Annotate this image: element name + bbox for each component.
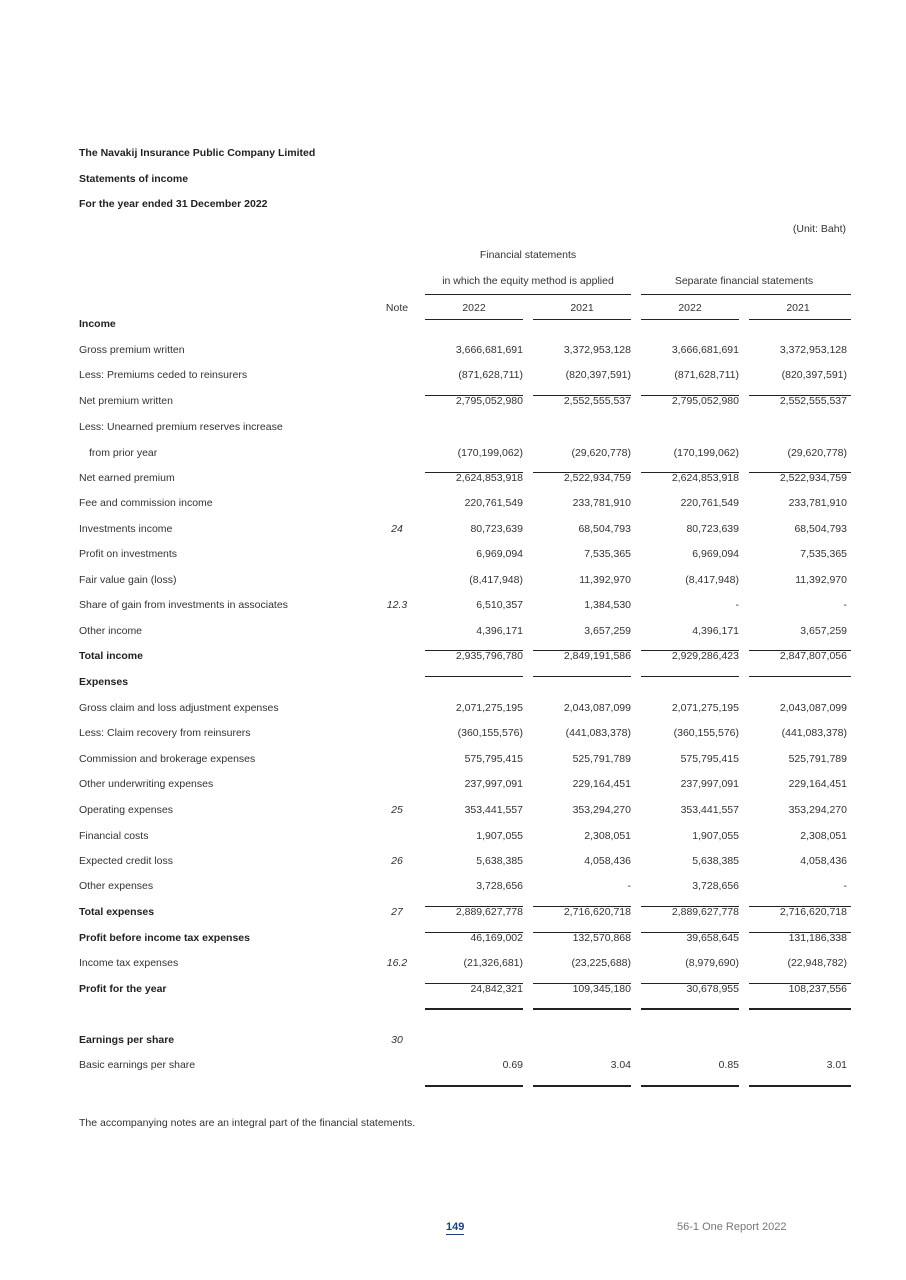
total-rule <box>533 906 631 907</box>
total-rule <box>641 906 739 907</box>
row-value: 1,384,530 <box>584 599 631 611</box>
table-row <box>0 342 906 358</box>
row-label: Gross premium written <box>79 344 185 356</box>
row-value: (871,628,711) <box>674 369 739 381</box>
row-value: 237,997,091 <box>464 778 523 790</box>
table-row <box>0 521 906 537</box>
group-header-equity-line1: Financial statements <box>479 249 577 261</box>
row-value: 24,842,321 <box>470 983 523 995</box>
report-title: 56-1 One Report 2022 <box>677 1221 787 1233</box>
row-value: 2,552,555,537 <box>779 395 847 407</box>
group-rule-equity <box>425 294 631 295</box>
row-value: (29,620,778) <box>787 447 847 459</box>
row-value: 11,392,970 <box>579 574 631 586</box>
double-underline-rule <box>641 1008 739 1010</box>
subtotal-rule <box>533 395 631 396</box>
row-label: Gross claim and loss adjustment expenses <box>79 702 279 714</box>
row-value: 0.69 <box>502 1059 523 1071</box>
row-value: 353,294,270 <box>788 804 847 816</box>
row-value: 220,761,549 <box>680 497 739 509</box>
column-header-year: 2021 <box>786 302 810 314</box>
row-value: 2,552,555,537 <box>563 395 631 407</box>
column-header-rule <box>533 319 631 320</box>
row-value: 3,728,656 <box>476 880 523 892</box>
table-row <box>0 1032 906 1048</box>
row-value: (22,948,782) <box>787 957 847 969</box>
row-label: Operating expenses <box>79 804 173 816</box>
footnote: The accompanying notes are an integral part of the financial statements. <box>79 1117 416 1129</box>
row-value: 3,372,953,128 <box>563 344 631 356</box>
row-value: 575,795,415 <box>680 753 739 765</box>
row-value: - <box>735 599 739 611</box>
row-value: 3,657,259 <box>584 625 631 637</box>
row-value: 131,186,338 <box>788 932 847 944</box>
row-value: 109,345,180 <box>572 983 631 995</box>
row-value: 575,795,415 <box>464 753 523 765</box>
subtotal-rule <box>425 472 523 473</box>
row-label: Total expenses <box>79 906 155 918</box>
table-row <box>0 853 906 869</box>
row-value: (441,083,378) <box>565 727 631 739</box>
column-header-rule <box>425 319 523 320</box>
table-row <box>0 751 906 767</box>
page-number: 149 <box>446 1221 465 1233</box>
row-value: 3.01 <box>826 1059 847 1071</box>
row-value: 68,504,793 <box>578 523 631 535</box>
row-value: 1,907,055 <box>476 830 523 842</box>
row-label: Expenses <box>79 676 129 688</box>
statement-period: For the year ended 31 December 2022 <box>79 198 268 210</box>
row-label: Investments income <box>79 523 173 535</box>
row-value: 7,535,365 <box>800 548 847 560</box>
row-value: 5,638,385 <box>692 855 739 867</box>
row-value: 2,716,620,718 <box>779 906 847 918</box>
row-value: 2,847,807,056 <box>779 650 847 662</box>
row-value: 4,058,436 <box>800 855 847 867</box>
row-value: 4,058,436 <box>584 855 631 867</box>
row-value: 80,723,639 <box>686 523 739 535</box>
row-value: 229,164,451 <box>788 778 847 790</box>
table-row <box>0 367 906 383</box>
column-header-year: 2021 <box>570 302 594 314</box>
total-rule <box>749 676 851 677</box>
row-label: Fee and commission income <box>79 497 213 509</box>
row-value: 233,781,910 <box>572 497 631 509</box>
group-rule-separate <box>641 294 851 295</box>
row-note: 16.2 <box>386 957 408 969</box>
total-rule <box>425 983 523 984</box>
row-value: (820,397,591) <box>781 369 847 381</box>
row-value: (8,979,690) <box>685 957 739 969</box>
row-value: 3,728,656 <box>692 880 739 892</box>
row-value: (170,199,062) <box>457 447 523 459</box>
row-value: 2,522,934,759 <box>563 472 631 484</box>
row-value: (8,417,948) <box>685 574 739 586</box>
row-value: 0.85 <box>718 1059 739 1071</box>
subtotal-rule <box>533 472 631 473</box>
row-label: Other income <box>79 625 143 637</box>
row-value: 2,716,620,718 <box>563 906 631 918</box>
row-value: 108,237,556 <box>788 983 847 995</box>
row-note: 27 <box>391 906 403 918</box>
double-underline-rule <box>533 1085 631 1087</box>
total-rule <box>749 932 851 933</box>
table-row <box>0 776 906 792</box>
row-value: 3,372,953,128 <box>779 344 847 356</box>
table-row <box>0 1057 906 1073</box>
row-value: 2,624,853,918 <box>455 472 523 484</box>
row-value: 2,795,052,980 <box>671 395 739 407</box>
row-label: Other underwriting expenses <box>79 778 214 790</box>
row-value: 2,308,051 <box>584 830 631 842</box>
total-rule <box>749 650 851 651</box>
subtotal-rule <box>641 472 739 473</box>
subtotal-rule <box>749 472 851 473</box>
table-row <box>0 546 906 562</box>
subtotal-rule <box>641 395 739 396</box>
unit-label: (Unit: Baht) <box>792 223 846 235</box>
row-value: 7,535,365 <box>584 548 631 560</box>
row-value: 2,929,286,423 <box>671 650 739 662</box>
row-label: Less: Premiums ceded to reinsurers <box>79 369 248 381</box>
column-header-year: 2022 <box>678 302 702 314</box>
row-value: 2,308,051 <box>800 830 847 842</box>
row-value: 3,657,259 <box>800 625 847 637</box>
table-row <box>0 572 906 588</box>
row-value: 3.04 <box>610 1059 631 1071</box>
row-label: Fair value gain (loss) <box>79 574 177 586</box>
row-value: 2,522,934,759 <box>779 472 847 484</box>
row-label: Profit for the year <box>79 983 167 995</box>
statement-title: Statements of income <box>79 173 189 185</box>
row-value: 2,849,191,586 <box>563 650 631 662</box>
double-underline-rule <box>749 1008 851 1010</box>
total-rule <box>533 650 631 651</box>
row-value: 353,441,557 <box>464 804 523 816</box>
row-value: (8,417,948) <box>469 574 523 586</box>
table-row <box>0 828 906 844</box>
group-header-equity-line2: in which the equity method is applied <box>442 275 614 287</box>
total-rule <box>641 650 739 651</box>
row-value: 5,638,385 <box>476 855 523 867</box>
table-row <box>0 419 906 435</box>
table-row <box>0 955 906 971</box>
row-value: 39,658,645 <box>686 932 739 944</box>
row-label: Other expenses <box>79 880 154 892</box>
row-value: 525,791,789 <box>572 753 631 765</box>
row-value: (441,083,378) <box>781 727 847 739</box>
row-value: 2,889,627,778 <box>671 906 739 918</box>
total-rule <box>533 932 631 933</box>
total-rule <box>641 676 739 677</box>
row-value: 80,723,639 <box>470 523 523 535</box>
row-value: 2,795,052,980 <box>455 395 523 407</box>
total-rule <box>533 983 631 984</box>
row-value: 3,666,681,691 <box>671 344 739 356</box>
total-rule <box>641 983 739 984</box>
row-value: - <box>843 599 847 611</box>
group-header-separate: Separate financial statements <box>674 275 814 287</box>
row-value: 2,889,627,778 <box>455 906 523 918</box>
row-value: - <box>627 880 631 892</box>
double-underline-rule <box>425 1085 523 1087</box>
table-row <box>0 878 906 894</box>
row-value: 132,570,868 <box>572 932 631 944</box>
total-rule <box>749 983 851 984</box>
row-value: 4,396,171 <box>692 625 739 637</box>
row-value: 46,169,002 <box>470 932 523 944</box>
row-label: Profit before income tax expenses <box>79 932 250 944</box>
row-value: 2,071,275,195 <box>671 702 739 714</box>
row-value: - <box>843 880 847 892</box>
column-header-note: Note <box>385 302 409 314</box>
total-rule <box>641 932 739 933</box>
row-value: (170,199,062) <box>673 447 739 459</box>
row-label: Commission and brokerage expenses <box>79 753 256 765</box>
company-name: The Navakij Insurance Public Company Limited <box>79 147 316 159</box>
row-value: 6,969,094 <box>476 548 523 560</box>
column-header-year: 2022 <box>462 302 486 314</box>
row-label: Income <box>79 318 116 330</box>
table-row <box>0 495 906 511</box>
row-value: 3,666,681,691 <box>455 344 523 356</box>
total-rule <box>425 932 523 933</box>
row-value: 30,678,955 <box>686 983 739 995</box>
column-header-rule <box>641 319 739 320</box>
row-value: 6,510,357 <box>476 599 523 611</box>
row-note: 30 <box>391 1034 403 1046</box>
table-row <box>0 802 906 818</box>
row-value: 6,969,094 <box>692 548 739 560</box>
row-label: Net earned premium <box>79 472 175 484</box>
row-label: Less: Unearned premium reserves increase <box>79 421 283 433</box>
row-value: 233,781,910 <box>788 497 847 509</box>
row-value: (23,225,688) <box>571 957 631 969</box>
row-label: Financial costs <box>79 830 149 842</box>
row-value: 2,071,275,195 <box>455 702 523 714</box>
row-value: 2,935,796,780 <box>455 650 523 662</box>
double-underline-rule <box>533 1008 631 1010</box>
double-underline-rule <box>641 1085 739 1087</box>
row-value: 525,791,789 <box>788 753 847 765</box>
total-rule <box>533 676 631 677</box>
row-value: (360,155,576) <box>457 727 523 739</box>
row-value: 1,907,055 <box>692 830 739 842</box>
subtotal-rule <box>425 395 523 396</box>
row-label: Income tax expenses <box>79 957 179 969</box>
row-value: 68,504,793 <box>794 523 847 535</box>
double-underline-rule <box>425 1008 523 1010</box>
row-value: (820,397,591) <box>565 369 631 381</box>
table-row <box>0 597 906 613</box>
row-value: (360,155,576) <box>673 727 739 739</box>
total-rule <box>425 676 523 677</box>
row-label: from prior year <box>89 447 158 459</box>
row-label: Total income <box>79 650 143 662</box>
total-rule <box>425 650 523 651</box>
row-note: 26 <box>391 855 403 867</box>
row-note: 24 <box>391 523 403 535</box>
row-label: Earnings per share <box>79 1034 175 1046</box>
row-label: Net premium written <box>79 395 173 407</box>
row-label: Basic earnings per share <box>79 1059 196 1071</box>
row-value: 4,396,171 <box>476 625 523 637</box>
row-value: 2,043,087,099 <box>779 702 847 714</box>
row-value: (871,628,711) <box>458 369 523 381</box>
subtotal-rule <box>749 395 851 396</box>
row-note: 25 <box>391 804 403 816</box>
row-value: 2,043,087,099 <box>563 702 631 714</box>
total-rule <box>749 906 851 907</box>
row-value: 220,761,549 <box>464 497 523 509</box>
row-value: 229,164,451 <box>572 778 631 790</box>
column-header-rule <box>749 319 851 320</box>
row-value: (21,326,681) <box>463 957 523 969</box>
row-value: 237,997,091 <box>680 778 739 790</box>
row-label: Share of gain from investments in associates <box>79 599 288 611</box>
row-label: Expected credit loss <box>79 855 173 867</box>
row-value: 2,624,853,918 <box>671 472 739 484</box>
row-value: 11,392,970 <box>795 574 847 586</box>
row-label: Profit on investments <box>79 548 178 560</box>
row-value: 353,441,557 <box>680 804 739 816</box>
row-value: 353,294,270 <box>572 804 631 816</box>
table-row <box>0 623 906 639</box>
double-underline-rule <box>749 1085 851 1087</box>
table-row <box>0 445 906 461</box>
table-row <box>0 725 906 741</box>
total-rule <box>425 906 523 907</box>
table-row <box>0 700 906 716</box>
row-value: (29,620,778) <box>571 447 631 459</box>
row-note: 12.3 <box>386 599 408 611</box>
row-label: Less: Claim recovery from reinsurers <box>79 727 251 739</box>
